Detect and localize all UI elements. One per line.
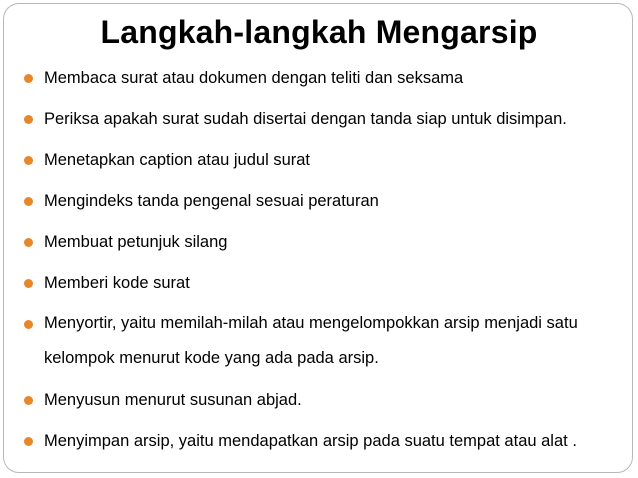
bullet-icon: [24, 396, 33, 405]
bullet-icon: [24, 115, 33, 124]
list-item: [24, 181, 624, 222]
bullet-icon: [24, 156, 33, 165]
list-item-text: Mengindeks tanda pengenal sesuai peraturan: [44, 192, 379, 210]
list-item: [24, 263, 624, 304]
bullet-icon: [24, 279, 33, 288]
list-item: [24, 58, 624, 99]
list-item: [24, 421, 624, 462]
bullet-icon: [24, 437, 33, 446]
list-item: [24, 306, 638, 376]
bullet-icon: [24, 320, 33, 329]
list-item-text: Membuat petunjuk silang: [44, 233, 228, 251]
list-item-text: Menyortir, yaitu memilah-milah atau mengelompokkan arsip menjadi satu kelompok menurut kode yang ada pada arsip.: [44, 314, 578, 367]
list-item-text: Menetapkan caption atau judul surat: [44, 151, 311, 169]
bullet-list: [24, 58, 624, 462]
list-item: [24, 380, 624, 421]
list-item: [24, 222, 624, 263]
list-item-text: Membaca surat atau dokumen dengan teliti dan seksama: [44, 69, 464, 87]
list-item-text: Menyimpan arsip, yaitu mendapatkan arsip pada suatu tempat atau alat .: [44, 432, 577, 450]
list-item-text: Menyusun menurut susunan abjad.: [44, 391, 302, 409]
list-item: [24, 140, 624, 181]
page-title: Langkah-langkah Mengarsip: [100, 14, 538, 50]
bullet-icon: [24, 74, 33, 83]
bullet-icon: [24, 238, 33, 247]
list-item-text: Periksa apakah surat sudah disertai dengan tanda siap untuk disimpan.: [44, 110, 567, 128]
list-item: [24, 99, 624, 140]
list-item-text: Memberi kode surat: [44, 274, 190, 292]
bullet-icon: [24, 197, 33, 206]
